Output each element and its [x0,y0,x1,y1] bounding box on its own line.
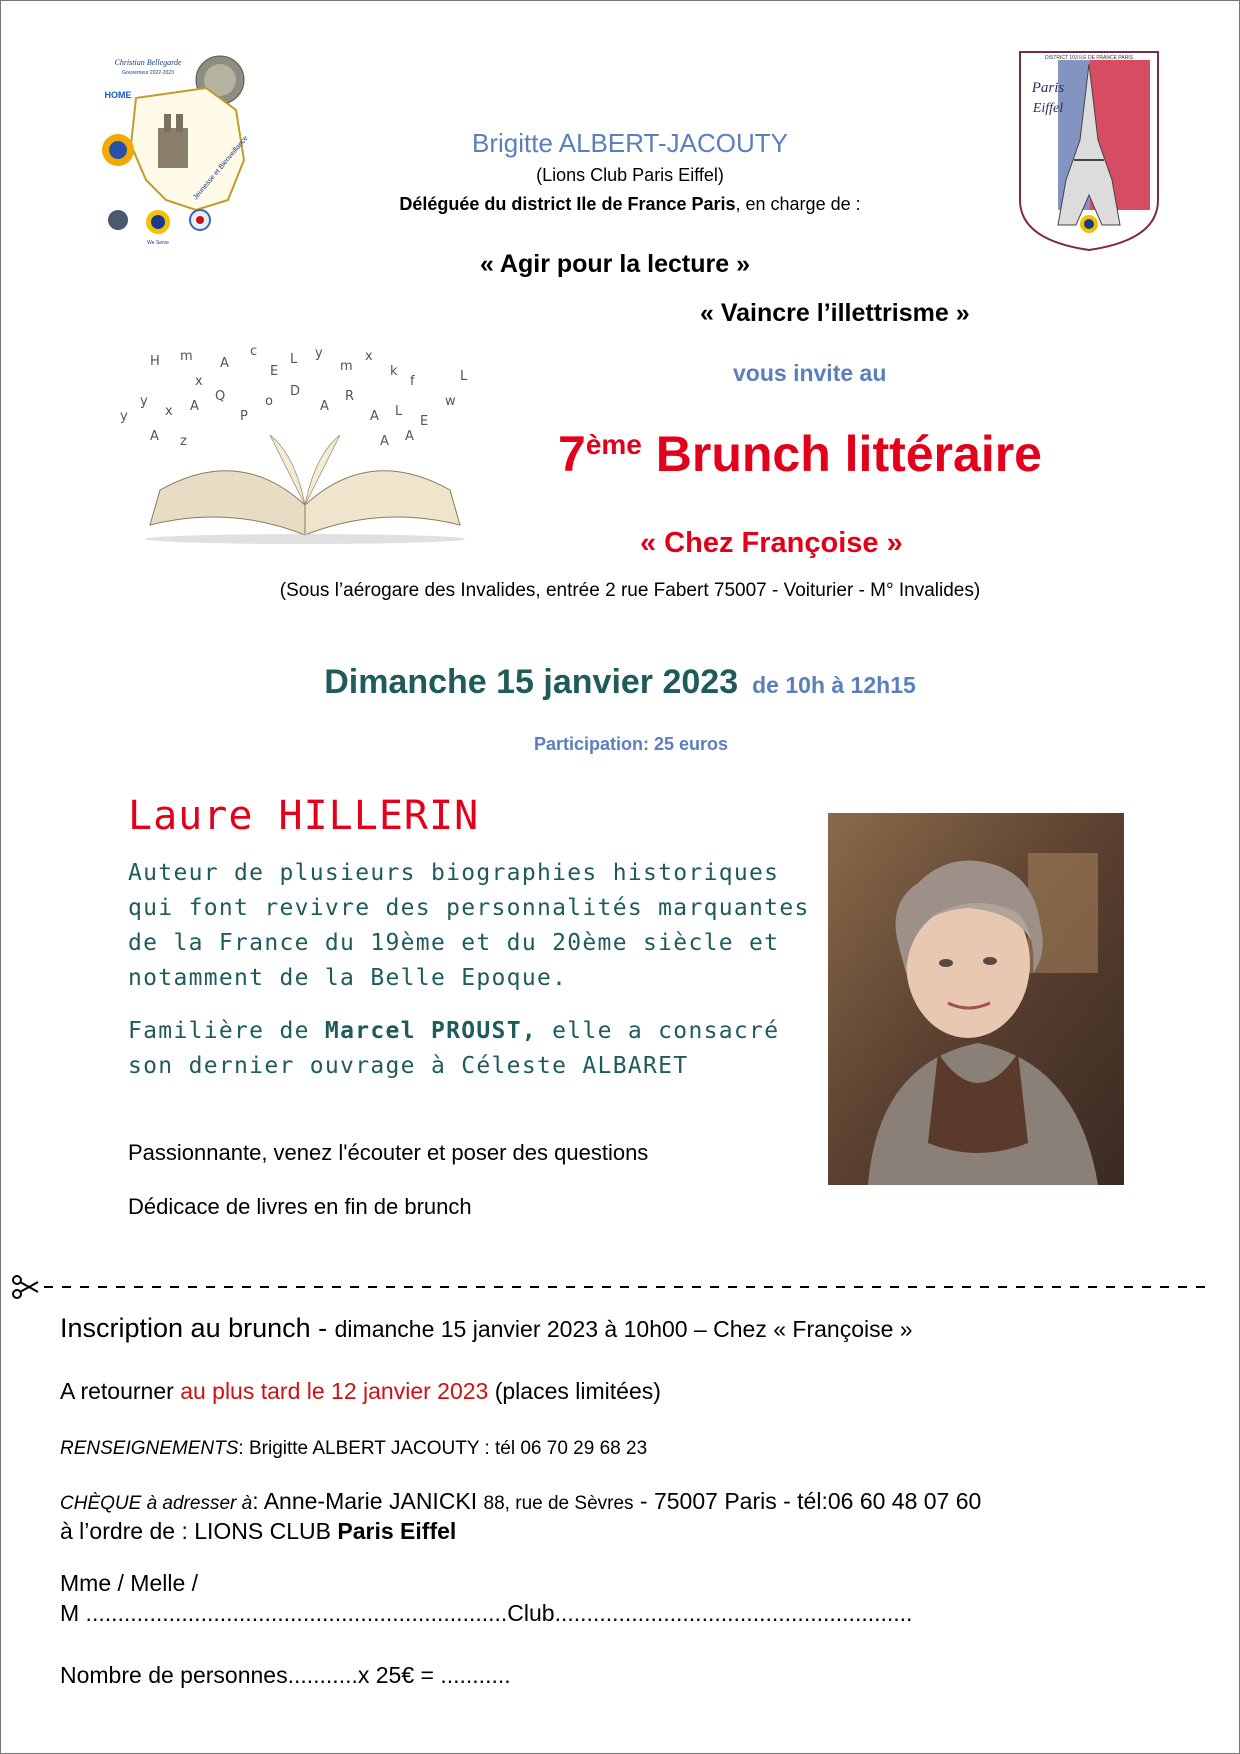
paris-eiffel-club-logo [1018,50,1160,255]
cheque-address: 88, rue de Sèvres [483,1493,634,1514]
speaker-line-1: Passionnante, venez l'écouter et poser des questions [128,1140,649,1165]
speaker-bio-proust [128,1014,828,1084]
speaker-photo [828,813,1124,1185]
svg-text:o: o [265,394,273,409]
organizer-role [300,194,960,215]
svg-text:z: z [180,434,187,449]
svg-text:y: y [140,394,148,409]
svg-text:A: A [405,429,414,444]
logo-side-text: Jeunesse et Bienveillance [192,134,250,202]
form-order [60,1518,456,1545]
svg-text:R: R [345,389,355,404]
svg-text:A: A [220,356,229,371]
mission-reading: « Agir pour la lecture » [480,250,750,278]
svg-text:E: E [420,414,429,429]
logo-governor-term: Gouverneur 2022-2023 [122,70,174,76]
speaker-bio: Auteur de plusieurs biographies historiques qui font revivre des personnalités marquantes de la France du 19ème et du 20ème siècle et notamment de la Belle Epoque. [128,860,810,991]
svg-text:y: y [120,409,128,424]
event-date: Dimanche 15 janvier 2023 [324,663,739,701]
form-heading [60,1313,913,1344]
bio2-c: elle a consacré son dernier ouvrage à Céleste ALBARET [128,1018,780,1079]
return-c: (places limitées) [488,1378,661,1404]
event-venue: « Chez Françoise » [640,527,903,559]
event-address: (Sous l’aérogare des Invalides, entrée 2 rue Fabert 75007 - Voiturier - M° Invalides) [279,580,981,601]
logo-paris-text: Paris [1031,80,1065,96]
logo-district-text: DISTRICT 103 ILE DE FRANCE PARIS [1045,55,1133,61]
form-return-deadline [60,1378,661,1405]
svg-text:Q: Q [215,389,226,404]
scissors-icon [13,1276,38,1298]
svg-text:A: A [150,429,159,444]
logo-governor-name: Christian Bellegarde [114,58,182,67]
svg-text:w: w [445,394,456,409]
svg-text:H: H [150,354,160,369]
event-ordinal-suffix: ème [585,429,642,460]
logo-we-serve: We Serve [147,240,169,246]
svg-text:L: L [460,369,468,384]
invite-text: vous invite au [733,360,887,386]
logo-eiffel-text: Eiffel [1032,101,1064,116]
event-title [558,425,1042,483]
cheque-address-rest: - 75007 Paris - tél:06 60 48 07 60 [633,1488,982,1514]
svg-text:P: P [240,409,248,424]
organizer-role-bold: Déléguée du district Ile de France Paris [399,194,736,214]
logo-home-text: HOME [104,90,132,100]
svg-text:D: D [290,384,301,399]
form-heading-detail: dimanche 15 janvier 2023 à 10h00 – Chez « Françoise » [334,1316,913,1342]
organizer-role-rest: , en charge de : [735,194,861,214]
svg-text:y: y [315,346,323,361]
event-ordinal: 7 [558,426,586,482]
svg-text:k: k [390,364,398,379]
mission-illiteracy: « Vaincre l’illettrisme » [700,299,970,327]
bio2-a: Familière de [128,1018,325,1044]
event-name: Brunch littéraire [655,426,1042,482]
cheque-name: : Anne-Marie JANICKI [252,1488,484,1514]
form-info [60,1438,647,1460]
open-book-illustration [120,345,490,545]
form-persons-field[interactable]: Nombre de personnes...........x 25€ = ........... [60,1662,511,1688]
bio2-proust: Marcel PROUST, [324,1018,537,1044]
return-a: A retourner [60,1378,181,1404]
form-name-field[interactable]: Mme / Melle / [60,1570,199,1596]
participation-fee: Participation: 25 euros [533,734,729,754]
cut-line [10,1272,1210,1302]
speaker-name: Laure HILLERIN [128,793,480,839]
form-name-club-field[interactable]: M ..................................................................Club........................................................ [60,1600,913,1626]
event-date-line [0,663,1240,702]
organizer-club: (Lions Club Paris Eiffel) [536,165,724,185]
svg-text:m: m [180,349,193,364]
form-cheque [60,1488,981,1515]
district-governor-logo [96,50,256,255]
order-a: à l’ordre de : LIONS CLUB [60,1518,338,1544]
svg-text:m: m [340,359,353,374]
svg-text:L: L [290,352,298,367]
svg-text:A: A [370,409,379,424]
info-label: RENSEIGNEMENTS [60,1438,239,1459]
organizer-name: Brigitte ALBERT-JACOUTY [472,128,788,158]
svg-text:x: x [195,374,203,389]
svg-text:c: c [250,345,258,359]
svg-text:x: x [365,349,373,364]
return-deadline: au plus tard le 12 janvier 2023 [180,1378,489,1404]
svg-text:E: E [270,364,279,379]
svg-text:x: x [165,404,173,419]
svg-text:A: A [190,399,199,414]
event-hours: de 10h à 12h15 [752,672,916,698]
cheque-label: CHÈQUE à adresser à [60,1493,253,1514]
speaker-line-2: Dédicace de livres en fin de brunch [128,1194,472,1219]
order-b: Paris Eiffel [337,1518,457,1544]
svg-text:f: f [410,374,415,389]
svg-text:L: L [395,404,403,419]
form-heading-main: Inscription au brunch - [60,1313,335,1343]
svg-text:A: A [380,434,389,449]
info-value: : Brigitte ALBERT JACOUTY : tél 06 70 29 68 23 [238,1438,648,1459]
svg-text:A: A [320,399,329,414]
